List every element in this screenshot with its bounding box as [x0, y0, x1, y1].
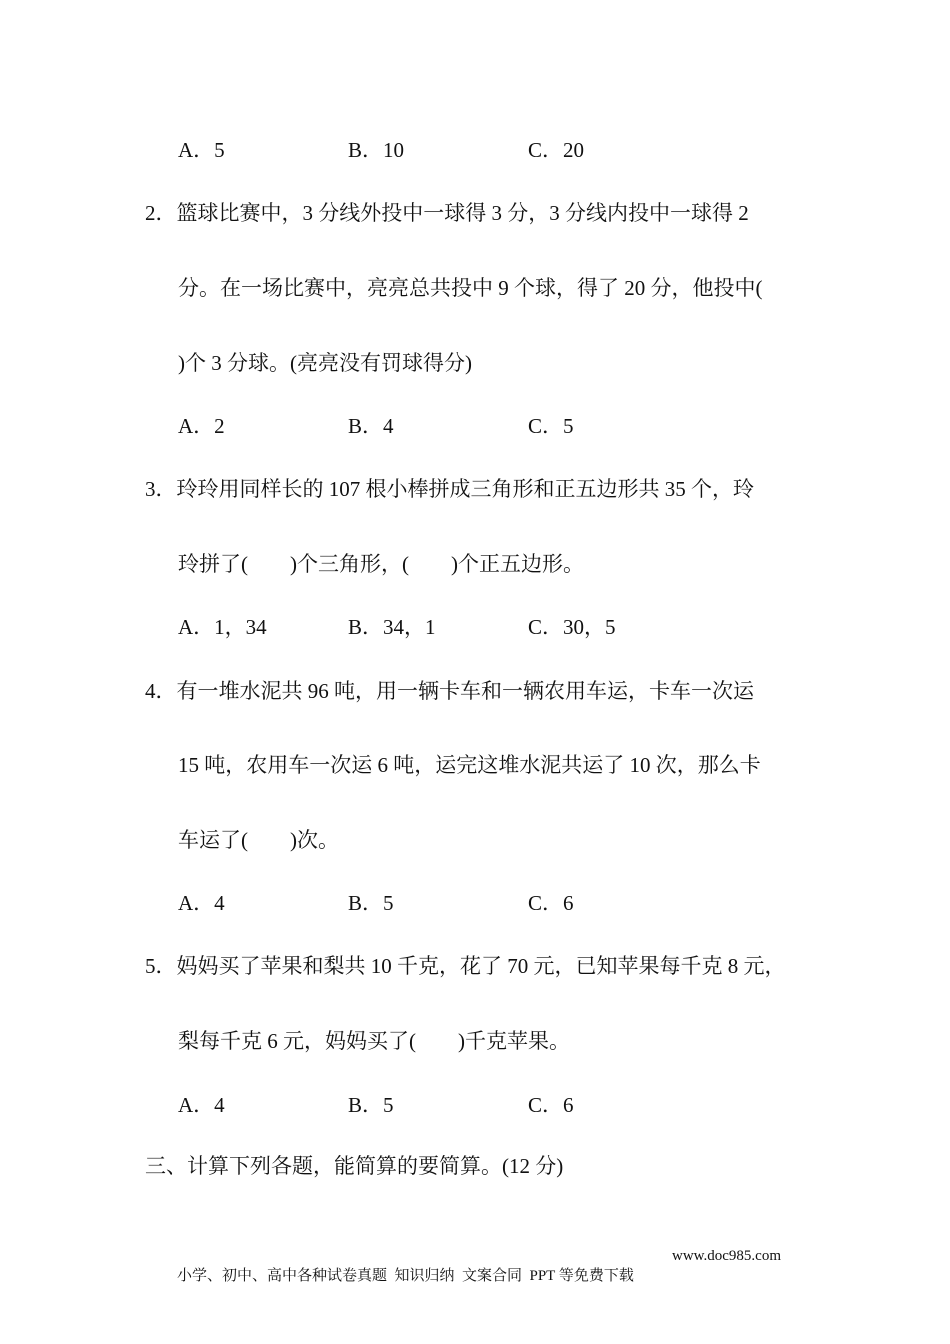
q3-line-2: 玲拼了( )个三角形，( )个正五边形。 [178, 552, 584, 576]
q2-line-3: )个 3 分球。(亮亮没有罚球得分) [178, 351, 472, 375]
q4-line-1: 4．有一堆水泥共 96 吨，用一辆卡车和一辆农用车运，卡车一次运 [145, 679, 754, 703]
q2-line-1: 2．篮球比赛中，3 分线外投中一球得 3 分，3 分线内投中一球得 2 [145, 201, 749, 225]
q1-option-a: A．5 [178, 138, 225, 162]
footer-text: 小学、初中、高中各种试卷真题 知识归纳 文案合同 PPT 等免费下载 [177, 1268, 634, 1284]
q2-line-2: 分。在一场比赛中，亮亮总共投中 9 个球，得了 20 分，他投中( [178, 276, 763, 300]
q5-option-b: B．5 [348, 1093, 394, 1117]
q5-option-c: C．6 [528, 1093, 574, 1117]
q4-option-b: B．5 [348, 891, 394, 915]
q3-line-1: 3．玲玲用同样长的 107 根小棒拼成三角形和正五边形共 35 个，玲 [145, 477, 754, 501]
q4-option-c: C．6 [528, 891, 574, 915]
q1-option-b: B．10 [348, 138, 405, 162]
q2-option-b: B．4 [348, 414, 394, 438]
q3-option-c: C．30，5 [528, 615, 616, 639]
q4-option-a: A．4 [178, 891, 225, 915]
q3-option-b: B．34，1 [348, 615, 436, 639]
section-3-heading: 三、计算下列各题，能简算的要简算。(12 分) [145, 1154, 564, 1178]
q2-option-c: C．5 [528, 414, 574, 438]
q5-line-2: 梨每千克 6 元，妈妈买了( )千克苹果。 [178, 1029, 570, 1053]
q2-option-a: A．2 [178, 414, 225, 438]
q4-line-3: 车运了( )次。 [178, 828, 339, 852]
q5-line-1: 5．妈妈买了苹果和梨共 10 千克，花了 70 元，已知苹果每千克 8 元， [145, 954, 786, 978]
q4-line-2: 15 吨，农用车一次运 6 吨，运完这堆水泥共运了 10 次，那么卡 [178, 753, 761, 777]
footer-url[interactable]: www.doc985.com [672, 1248, 782, 1264]
q3-option-a: A．1，34 [178, 615, 267, 639]
q1-option-c: C．20 [528, 138, 585, 162]
footer [162, 1246, 782, 1326]
q5-option-a: A．4 [178, 1093, 225, 1117]
